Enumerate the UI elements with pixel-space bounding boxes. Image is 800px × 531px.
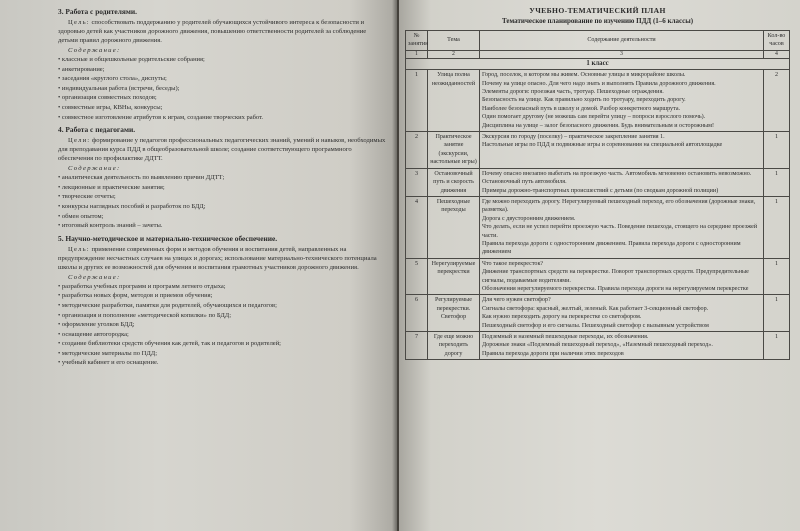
lesson-number: 7 — [406, 332, 428, 360]
plan-title: УЧЕБНО-ТЕМАТИЧЕСКИЙ ПЛАН — [529, 6, 666, 15]
table-row — [406, 258, 790, 295]
list-item: • классные и общешкольные родительские собрания; — [58, 55, 387, 65]
content-line: Дорожные знаки «Подземный пешеходный переход», «Наземный пешеходный переход». — [482, 342, 713, 349]
lesson-number: 2 — [406, 132, 428, 169]
lesson-hours: 1 — [764, 258, 790, 295]
lesson-content — [480, 332, 764, 360]
content-line: Экскурсия по городу (поселку) – практическое закрепление занятия 1. — [482, 134, 665, 141]
content-line: Почему на улице опасно. Для чего надо знать и выполнять Правила дорожного движения. — [482, 80, 716, 87]
column-index: 2 — [428, 50, 480, 58]
section-parents — [58, 7, 387, 122]
content-line: Настольные игры по ПДД и подвижные игры и соревнования на специальной автоплощадке — [482, 142, 723, 149]
list-item: • учебный кабинет и его оснащение. — [58, 358, 387, 368]
content-label: Содержание: — [68, 273, 121, 281]
content-line: Один помогает другому (не можешь сам перейти улицу – попроси взрослого помочь). — [482, 114, 706, 121]
content-label: Содержание: — [68, 47, 121, 54]
content-line: Дисциплина на улице – залог безопасного движения. Будь внимательным и осторожным! — [482, 122, 714, 129]
content-line: Пешеходный светофор и его сигналы. Пешеходный светофор с вызывным устройством — [482, 322, 709, 329]
content-line: Примеры дорожно-транспортных происшествий с детьми (по сводкам дорожной полиции) — [482, 187, 719, 194]
column-index: 1 — [406, 50, 428, 58]
lesson-hours: 1 — [764, 295, 790, 332]
lesson-topic: Где еще можно переходить дорогу — [428, 332, 480, 360]
lesson-content — [480, 258, 764, 295]
list-item: • анкетирование; — [58, 65, 387, 75]
content-list — [58, 173, 387, 231]
section-goal: Цель: применение современных форм и методов обучения и воспитания детей, направленных на предупреждение несчастных случаев на улицах и дорогах; использование материально-технического потенциала школы и других ее возможностей для обучения и воспитания грамотных участников дорожного движения. — [58, 245, 377, 271]
content-line: Безопасность на улице. Как правильно ходить по тротуару, переходить дорогу. — [482, 97, 686, 104]
lesson-content — [480, 70, 764, 132]
lesson-topic: Практическое занятие (экскурсии, настольные игры) — [428, 132, 480, 169]
content-label: Содержание: — [68, 165, 121, 173]
section-methodology — [58, 234, 387, 368]
content-line: Сигналы светофора: красный, желтый, зеленый. Как работает 3-секционный светофор. — [482, 305, 709, 312]
lesson-content — [480, 196, 764, 258]
header-content: Содержание деятельности — [480, 31, 764, 51]
list-item: • создание библиотеки средств обучения как детей, так и педагогов и родителей; — [58, 339, 387, 349]
right-page — [399, 0, 800, 531]
section-teachers — [58, 125, 387, 231]
section-title: 4. Работа с педагогами. — [58, 125, 136, 135]
list-item: • организация и пополнение «методической копилки» по БДД; — [58, 311, 387, 321]
content-list — [58, 282, 387, 368]
content-line: Правила перехода дороги с односторонним движением. Правила перехода дороги с односторонним движением — [482, 240, 741, 256]
lesson-number: 3 — [406, 168, 428, 196]
content-line: Правила перехода дороги при наличии этих переходов — [482, 350, 624, 357]
content-line: Элементы дороги: проезжая часть, тротуар. Пешеходные ограждения. — [482, 89, 664, 96]
lesson-hours: 1 — [764, 132, 790, 169]
header-topic: Тема — [428, 31, 480, 51]
lesson-number: 1 — [406, 70, 428, 132]
lesson-number: 6 — [406, 295, 428, 332]
content-line: Обозначения нерегулируемого перекрестка. Правила перехода дороги на нерегулируемом перекрестке — [482, 285, 749, 292]
content-line: Что делать, если не успел перейти проезжую часть. Поведение пешехода, стоящего на середине проезжей части. — [482, 224, 758, 239]
lesson-topic: Пешеходные переходы — [428, 196, 480, 258]
left-page — [0, 0, 397, 531]
table-header-row — [406, 31, 790, 51]
plan-table — [405, 30, 790, 360]
content-line: Подземный и наземный пешеходные переходы, их обозначения. — [482, 334, 649, 340]
table-row — [406, 70, 790, 132]
lesson-number: 4 — [406, 196, 428, 258]
content-line: Остановочный путь автомобиля. — [482, 179, 567, 186]
content-line: Город, поселок, в котором мы живем. Основные улицы в микрорайоне школы. — [482, 72, 686, 79]
list-item: • обмен опытом; — [58, 212, 387, 222]
content-list — [58, 55, 387, 122]
list-item: • организация совместных походов; — [58, 93, 387, 103]
column-index: 4 — [764, 50, 790, 58]
table-row — [406, 196, 790, 258]
list-item: • индивидуальная работа (встречи, беседы); — [58, 84, 387, 94]
section-goal: Цели: формирование у педагогов профессиональных педагогических знаний, умений и навыков, необходимых для преподавания курса ПДД в общеобразовательной школе; создание соответствующего программного обеспечения по профилактике ДДТТ. — [58, 137, 386, 163]
content-line: Движение транспортных средств на перекрестке. Поворот транспортных средств. Предупредительные сигналы, подаваемые водителями. — [482, 269, 749, 284]
section-goal: Цель: способствовать поддержанию у родителей обучающихся устойчивого интереса к безопасности и здоровью детей как участников дорожного движения, повышению ответственности родителей за соблюдение детьми правил дорожного движения. — [58, 19, 367, 44]
plan-subtitle: Тематическое планирование по изучению ПДД (1–6 классы) — [501, 17, 694, 25]
table-row — [406, 332, 790, 360]
lesson-topic: Регулируемые перекрестки. Светофор — [428, 295, 480, 332]
list-item: • разработка учебных программ и программ летнего отдыха; — [58, 282, 387, 292]
list-item: • методические материалы по ПДД; — [58, 349, 387, 359]
lesson-hours: 1 — [764, 168, 790, 196]
content-line: Что такое перекресток? — [482, 260, 544, 267]
section-title: 3. Работа с родителями. — [58, 7, 137, 16]
table-row — [406, 168, 790, 196]
header-hours: Кол-во часов — [764, 31, 790, 51]
list-item: • итоговый контроль знаний – зачеты. — [58, 221, 387, 231]
table-row — [406, 295, 790, 332]
table-row — [406, 132, 790, 169]
list-item: • оснащение автогородка; — [58, 330, 387, 340]
lesson-topic: Нерегулируемые перекрестки — [428, 258, 480, 295]
list-item: • методические разработки, памятки для родителей, обучающихся и педагогов; — [58, 301, 387, 311]
lesson-topic: Остановочный путь и скорость движения — [428, 168, 480, 196]
column-index-row — [406, 50, 790, 58]
section-title: 5. Научно-методическое и материально-техническое обеспечение. — [58, 233, 278, 243]
grade-label: 1 класс — [406, 58, 790, 69]
content-line: Наиболее безопасный путь в школу и домой. Разбор конкретного маршрута. — [482, 105, 681, 112]
list-item: • творческие отчеты; — [58, 192, 387, 202]
list-item: • лекционные и практические занятия; — [58, 183, 387, 193]
list-item: • оформление уголков БДД; — [58, 320, 387, 330]
lesson-number: 5 — [406, 258, 428, 295]
content-line: Почему опасно внезапно выбегать на проезжую часть. Автомобиль мгновенно остановить невозможно. — [482, 170, 752, 177]
lesson-content — [480, 295, 764, 332]
lesson-content — [480, 168, 764, 196]
list-item: • аналитическая деятельность по выявлению причин ДДТТ; — [58, 173, 387, 183]
list-item: • совместное изготовление атрибутов к играм, создание творческих работ. — [58, 113, 387, 123]
content-line: Для чего нужен светофор? — [482, 297, 551, 304]
grade-row — [406, 58, 790, 69]
header-num: № занятия — [406, 31, 428, 51]
content-line: Где можно переходить дорогу. Нерегулируемый пешеходный переход, его обозначения (дорожные знаки, разметка). — [482, 198, 756, 214]
list-item: • совместные игры, КВНы, конкурсы; — [58, 103, 387, 113]
list-item: • конкурсы наглядных пособий и разработок по БДД; — [58, 202, 387, 212]
lesson-hours: 1 — [764, 196, 790, 258]
content-line: Дорога с двусторонним движением. — [482, 215, 576, 222]
list-item: • заседания «круглого стола», диспуты; — [58, 74, 387, 84]
content-line: Как нужно переходить дорогу на перекрестке со светофором. — [482, 314, 642, 321]
lesson-content — [480, 132, 764, 169]
lesson-topic: Улица полна неожиданностей — [428, 70, 480, 132]
lesson-hours: 2 — [764, 70, 790, 132]
list-item: • разработка новых форм, методов и приемов обучения; — [58, 291, 387, 301]
column-index: 3 — [480, 50, 764, 58]
lesson-hours: 1 — [764, 332, 790, 360]
